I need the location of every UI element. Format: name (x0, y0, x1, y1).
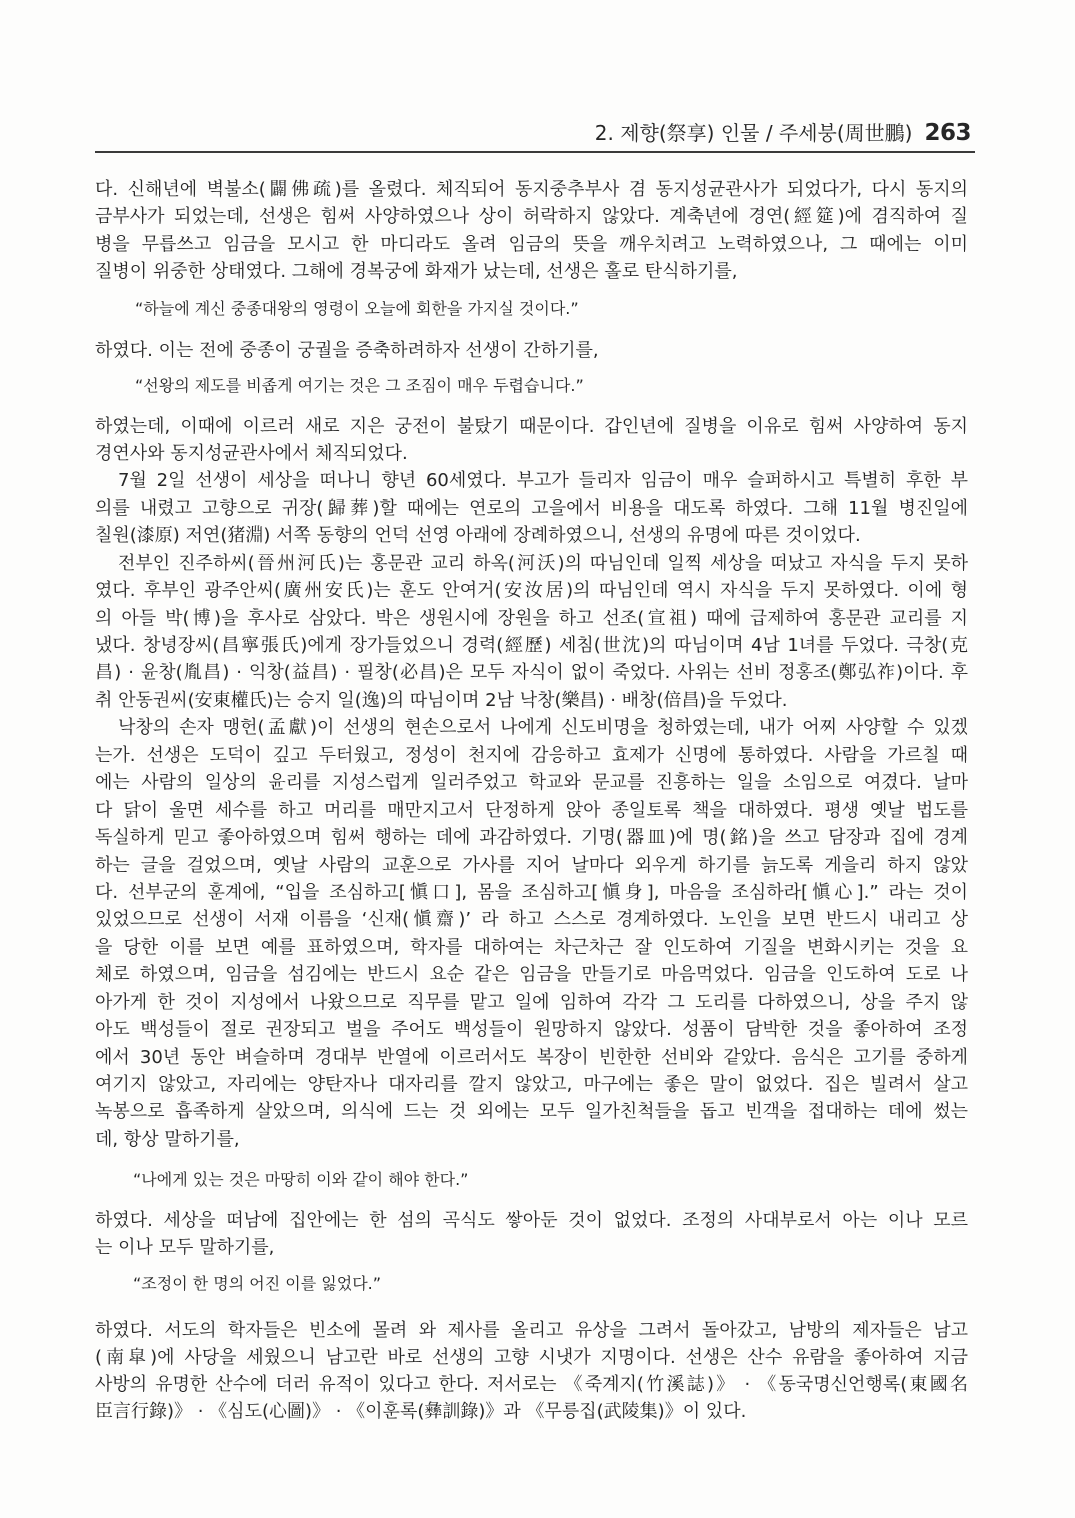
paragraph (95, 467, 968, 549)
text-line: 사방의 유명한 산수에 더러 유적이 있다고 한다. 저서로는 《죽계지(竹溪誌)》 · 《동국명신언행록(東國名 (95, 1374, 968, 1396)
text-line: 는가. 선생은 도덕이 깊고 두터웠고, 정성이 천지에 감응하고 효제가 신명에 통하였다. 사람을 가르칠 때 (95, 744, 968, 766)
text-line: 다. 선부군의 훈계에, “입을 조심하고[愼口], 몸을 조심하고[愼身], 마음을 조심하라[愼心].” 라는 것이 (95, 881, 968, 903)
text-line: 낙창의 손자 맹헌(孟獻)이 선생의 현손으로서 나에게 신도비명을 청하였는데, 내가 어찌 사양할 수 있겠 (118, 717, 968, 739)
text-line: 녹봉으로 흡족하게 살았으며, 의식에 드는 것 외에는 모두 일가친척들을 돕고 빈객을 접대하는 데에 썼는 (95, 1101, 968, 1123)
quote-line: “선왕의 제도를 비좁게 여기는 것은 그 조짐이 매우 두렵습니다.” (135, 376, 584, 395)
text-line: 여기지 않았고, 자리에는 양탄자나 대자리를 깔지 않았고, 마구에는 좋은 말이 없었다. 집은 빌려서 살고 (95, 1074, 968, 1095)
text-line: 질병이 위중한 상태였다. 그해에 경복궁에 화재가 났는데, 선생은 홀로 탄식하기를, (95, 261, 738, 283)
text-line: 칠원(漆原) 저연(猪淵) 서쪽 동향의 언덕 선영 아래에 장례하였으니, 선생의 유명에 따른 것이었다. (95, 525, 861, 547)
text-line: 다. 신해년에 벽불소(闢佛疏)를 올렸다. 체직되어 동지중추부사 겸 동지성균관사가 되었다가, 다시 동지의 (95, 179, 968, 200)
page-number: 263 (924, 120, 971, 146)
paragraph (95, 714, 968, 1153)
text-line: 하는 글을 걸었으며, 옛날 사람의 교훈으로 가사를 지어 날마다 외우게 하기를 늙도록 게을리 하지 않았 (95, 854, 968, 876)
text-line: 을 당한 이를 보면 예를 표하였으며, 학자를 대하여는 차근차근 잘 인도하여 기질을 변화시키는 것을 요 (95, 936, 968, 958)
paragraph (95, 176, 968, 286)
text-line: 독실하게 믿고 좋아하였으며 힘써 행하는 데에 과감하였다. 기명(器皿)에 명(銘)을 쓰고 담장과 집에 경계 (95, 827, 968, 849)
text-line: 하였다. 세상을 떠남에 집안에는 한 섬의 곡식도 쌓아둔 것이 없었다. 조정의 사대부로서 아는 이나 모르 (95, 1210, 968, 1231)
text-line: (南皐)에 사당을 세웠으니 남고란 바로 선생의 고향 시냇가 지명이다. 선생은 산수 유람을 좋아하여 지금 (95, 1346, 968, 1368)
paragraph (95, 1317, 968, 1426)
text-line: 데, 항상 말하기를, (95, 1128, 240, 1150)
text-line: 체로 하였으며, 임금을 섬김에는 반드시 요순 같은 임금을 만들기로 마음먹었다. 임금을 인도하여 도로 나 (95, 964, 968, 986)
text-line: 의 아들 박(博)을 후사로 삼았다. 박은 생원시에 장원을 하고 선조(宣祖) 때에 급제하여 홍문관 교리를 지 (95, 607, 968, 629)
text-line: 하였는데, 이때에 이르러 새로 지은 궁전이 불탔기 때문이다. 갑인년에 질병을 이유로 힘써 사양하여 동지 (95, 415, 968, 437)
text-line: 昌) · 윤창(胤昌) · 익창(益昌) · 필창(必昌)은 모두 자식이 없이 죽었다. 사위는 선비 정홍조(鄭弘祚)이다. 후 (95, 662, 968, 684)
paragraph (95, 1208, 968, 1261)
block-quote (133, 1167, 966, 1193)
text-line: 에서 30년 동안 벼슬하며 경대부 반열에 이르러서도 복장이 빈한한 선비와 같았다. 음식은 고기를 중하게 (95, 1046, 968, 1068)
text-line: 臣言行錄)》 · 《심도(心圖)》 · 《이훈록(彝訓錄)》과 《무릉집(武陵集)》이 있다. (95, 1401, 747, 1423)
text-line: 병을 무릅쓰고 임금을 모시고 한 마디라도 올려 임금의 뜻을 깨우치려고 노력하였으나, 그 때에는 이미 (95, 233, 968, 255)
text-line: 에는 사람의 일상의 윤리를 지성스럽게 일러주었고 학교와 문교를 진흥하는 일을 소임으로 여겼다. 날마 (95, 772, 968, 794)
text-line: 하였다. 이는 전에 중종이 궁궐을 증축하려하자 선생이 간하기를, (95, 340, 599, 361)
paragraph-group (95, 413, 968, 1154)
quote-line: “나에게 있는 것은 마땅히 이와 같이 해야 한다.” (133, 1170, 469, 1189)
paragraph (95, 413, 968, 468)
text-line: 의를 내렸고 고향으로 귀장(歸葬)할 때에는 연로의 고을에서 비용을 대도록 하였다. 그해 11월 병진일에 (95, 497, 968, 519)
paragraph (95, 337, 968, 364)
header-rule (95, 151, 975, 153)
quote-line: “하늘에 계신 중종대왕의 영령이 오늘에 회한을 가지실 것이다.” (135, 299, 579, 318)
text-line: 하였다. 서도의 학자들은 빈소에 몰려 와 제사를 올리고 유상을 그려서 돌아갔고, 남방의 제자들은 남고 (95, 1319, 968, 1341)
running-header (95, 118, 971, 148)
text-line: 는 이나 모두 말하기를, (95, 1236, 275, 1258)
paragraph (95, 550, 968, 715)
text-line: 있었으므로 선생이 서재 이름을 ‘신재(愼齋)’ 라 하고 스스로 경계하였다. 노인을 보면 반드시 내리고 상 (95, 909, 968, 931)
text-line: 아가게 한 것이 지성에서 나왔으므로 직무를 맡고 일에 임하여 각각 그 도리를 다하였으니, 상을 주지 않 (95, 991, 968, 1013)
block-quote (133, 1271, 966, 1297)
text-line: 아도 백성들이 절로 권장되고 벌을 주어도 백성들이 원망하지 않았다. 성품이 담박한 것을 좋아하여 조정 (95, 1019, 968, 1041)
text-line: 다 닭이 울면 세수를 하고 머리를 매만지고서 단정하게 앉아 종일토록 책을 대하였다. 평생 옛날 법도를 (95, 799, 968, 821)
text-line: 냈다. 창녕장씨(昌寧張氏)에게 장가들었으니 경력(經歷) 세침(世沈)의 따님이며 4남 1녀를 두었다. 극창(克 (95, 635, 968, 656)
text-line: 금부사가 되었는데, 선생은 힘써 사양하였으나 상이 허락하지 않았다. 계축년에 경연(經筵)에 겸직하여 질 (95, 206, 968, 228)
section-title: 2. 제향(祭享) 인물 / 주세붕(周世鵬) (594, 121, 913, 145)
text-line: 전부인 진주하씨(晉州河氏)는 홍문관 교리 하옥(河沃)의 따님인데 일찍 세상을 떠났고 자식을 두지 못하 (118, 552, 968, 574)
text-line: 였다. 후부인 광주안씨(廣州安氏)는 훈도 안여거(安汝居)의 따님인데 역시 자식을 두지 못하였다. 이에 형 (95, 580, 968, 602)
block-quote (135, 296, 968, 322)
quote-line: “조정이 한 명의 어진 이를 잃었다.” (133, 1274, 382, 1293)
block-quote (135, 373, 968, 399)
text-line: 7월 2일 선생이 세상을 떠나니 향년 60세였다. 부고가 들리자 임금이 매우 슬퍼하시고 특별히 후한 부 (118, 470, 968, 492)
text-line: 경연사와 동지성균관사에서 체직되었다. (95, 442, 408, 464)
text-line: 취 안동권씨(安東權氏)는 승지 일(逸)의 따님이며 2남 낙창(樂昌) · 배창(倍昌)을 두었다. (95, 689, 788, 711)
